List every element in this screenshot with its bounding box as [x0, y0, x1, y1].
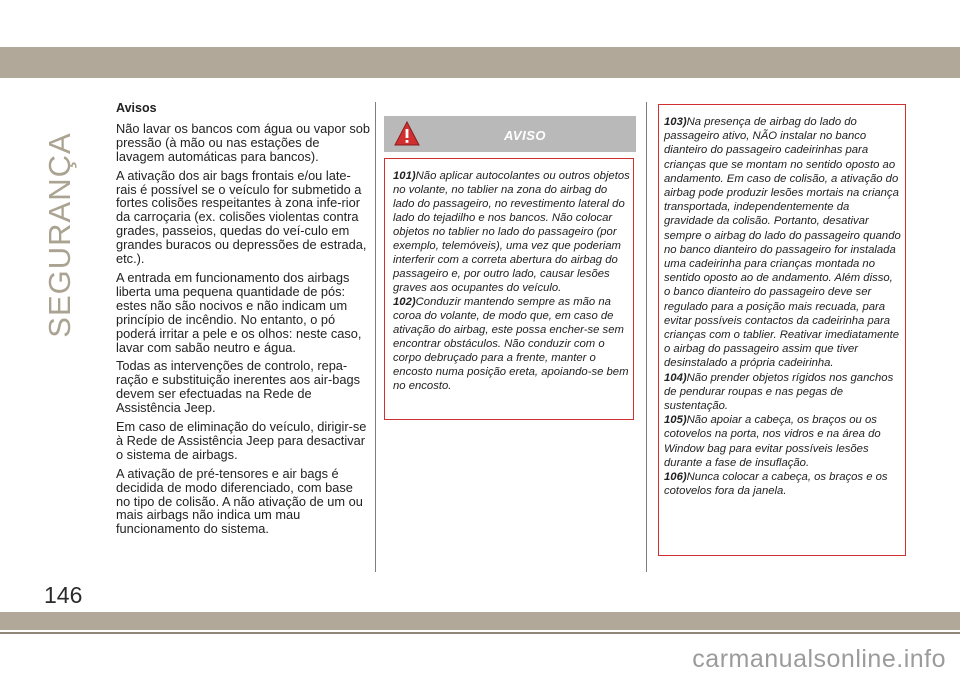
bottom-band — [0, 612, 960, 630]
paragraph: A ativação de pré-tensores e air bags é decidida de modo diferenciado, com base no tipo de colisão. A não ativação de um ou mais airbags não indica um mau funcionamento do sistema. — [116, 465, 363, 537]
note-number: 101) — [393, 170, 416, 182]
bottom-band-line — [0, 632, 960, 634]
note-text: Não prender objetos rígidos nos ganchos de pendurar roupas e nas pegas de sustentação. — [664, 371, 894, 413]
note-number: 106) — [664, 471, 687, 484]
page-number: 146 — [44, 582, 83, 608]
note-text: Não apoiar a cabeça, os braços ou os cotovelos na porta, nos vidros e na área do Window bag para evitar possíveis lesões durante a fase de insuflação. — [664, 414, 881, 469]
warning-header — [384, 116, 636, 152]
warning-note — [393, 169, 630, 295]
note-number: 105) — [664, 414, 687, 427]
warning-box — [384, 158, 634, 420]
warning-note — [664, 371, 902, 414]
warning-note — [393, 295, 630, 393]
note-text: Não aplicar autocolantes ou outros objetos no volante, no tablier na zona do airbag do lado do passageiro, no revestimento lateral do lado do tejadilho e nos bancos. Não colocar objetos no tablier no lado do passageiro (por exemplo, telemóveis), uma vez que poderiam interferir com a correta abertura do airbag do passageiro e, por outro lado, causar lesões graves aos ocupantes do veículo. — [393, 170, 630, 294]
note-text: Nunca colocar a cabeça, os braços e os cotovelos fora da janela. — [664, 471, 888, 498]
column-divider — [375, 102, 376, 572]
note-number: 104) — [664, 371, 687, 384]
paragraph: Não lavar os bancos com água ou vapor sob pressão (à mão ou nas estações de lavagem automáticas para bancos). — [116, 120, 370, 164]
top-band — [0, 47, 960, 78]
warning-box-continued — [658, 104, 906, 556]
section-label: SEGURANÇA — [42, 132, 77, 338]
paragraph: Todas as intervenções de controlo, repa-ração e substituição inerentes aos air-bags devem ser efectuadas na Rede de Assistência Jeep. — [116, 358, 360, 416]
warning-title: AVISO — [504, 128, 546, 143]
paragraph: A entrada em funcionamento dos airbags liberta uma pequena quantidade de pós: estes não são nocivos e não indicam um princípio de incêndio. No entanto, o pó poderá irritar a pele e os olhos: neste caso, lavar com sabão neutro e água. — [116, 269, 362, 355]
note-number: 103) — [664, 116, 687, 128]
note-text: Conduzir mantendo sempre as mão na coroa do volante, de modo que, em caso de ativação do airbag, este possa encher-se sem encontrar obstáculos. Não conduzir com o corpo debruçado para a frente, manter o encosto numa posição ereta, apoiando-se bem no encosto. — [393, 296, 629, 392]
paragraph: Em caso de eliminação do veículo, dirigir-se à Rede de Assistência Jeep para desactivar o sistema de airbags. — [116, 419, 367, 462]
column-divider — [646, 102, 647, 572]
avisos-heading: Avisos — [116, 101, 157, 115]
watermark: carmanualsonline.info — [692, 645, 946, 673]
warning-note — [664, 115, 902, 371]
paragraph: A ativação dos air bags frontais e/ou late-rais é possível se o veículo for submetido a fortes colisões respeitantes à zona infe-rior da carroçaria (ex. colisões violentas contra grades, passeios, quedas do veí-culo em grandes buracos ou depressões de estrada, etc.). — [116, 167, 367, 267]
warning-note — [664, 413, 902, 470]
warning-triangle-icon — [394, 121, 420, 147]
warning-note — [664, 470, 902, 498]
left-column — [116, 102, 370, 541]
note-text: Na presença de airbag do lado do passageiro ativo, NÃO instalar no banco dianteiro do passageiro cadeirinhas para crianças que se montam no sentido oposto ao andamento. Em caso de colisão, a ativação do airbag pode produzir lesões mortais na criança transportada, independentemente da gravidade da colisão. Portanto, desativar sempre o airbag do lado do passageiro quando no banco dianteiro do passageiro for instalada uma cadeirinha para crianças montada no sentido oposto ao de andamento. Além disso, o banco dianteiro do passageiro deve ser regulado para a posição mais recuada, para evitar possíveis contactos da cadeirinha para crianças com o tablier. Reativar imediatamente o airbag do passageiro assim que tiver desinstalado a própria cadeirinha. — [664, 116, 901, 370]
note-number: 102) — [393, 296, 416, 308]
